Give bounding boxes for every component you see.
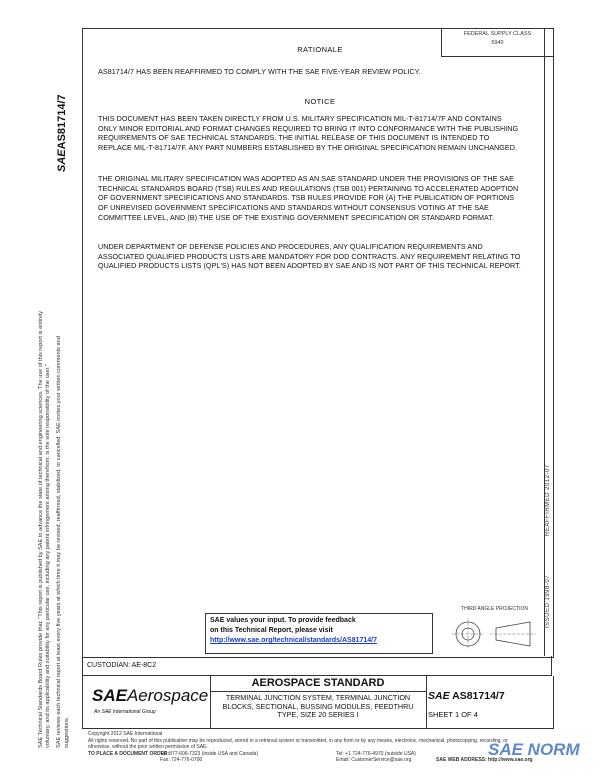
side-disclaimer-line-1: SAE Technical Standards Board Rules provide that: "This report is published by SAE to advance the state of technical and engineering sciences. The use of this report is entirely bbox=[38, 310, 44, 748]
issued-date: ISSUED 1998-07 bbox=[545, 574, 551, 628]
federal-supply-class-label: FEDERAL SUPPLY CLASS bbox=[463, 31, 532, 37]
right-margin-line bbox=[544, 28, 545, 656]
title-sae-mark: SAE bbox=[428, 690, 450, 702]
logo-subtitle: An SAE International Group bbox=[94, 709, 156, 715]
side-disclaimer bbox=[38, 311, 71, 748]
side-disclaimer-line-4: suggestions. bbox=[63, 716, 70, 748]
logo-aerospace-text: Aerospace bbox=[126, 686, 209, 705]
projection-symbol-icon bbox=[446, 612, 543, 654]
side-doc-number: AS81714/7 bbox=[56, 94, 68, 150]
aerospace-standard-title: AEROSPACE STANDARD bbox=[210, 676, 426, 692]
title-block-right bbox=[426, 676, 552, 728]
feedback-box bbox=[205, 613, 433, 654]
footer-tel-1: Tel: 877-606-7323 (inside USA and Canada) bbox=[160, 750, 259, 757]
side-doc-id bbox=[54, 90, 76, 172]
notice-paragraph-1: THIS DOCUMENT HAS BEEN TAKEN DIRECTLY FROM U.S. MILITARY SPECIFICATION MIL-T-81714/7F AND CONTAINS ONLY MINOR EDITORIAL AND FORMAT CHANGES REQUIRED TO BRING IT INTO CONFORMANCE WITH THE PUBLISHING REQUIREMENTS OF SAE TECHNICAL STANDARDS. THE INITIAL RELEASE OF THIS DOCUMENT IS INTENDED TO REPLACE MIL-T-81714/7F. ANY PART NUMBERS ESTABLISHED BY THE ORIGINAL SPECIFICATION REMAIN UNCHANGED. bbox=[98, 114, 519, 153]
footer-copyright: Copyright 2012 SAE International bbox=[88, 731, 163, 737]
sheet-number: SHEET 1 OF 4 bbox=[428, 710, 478, 719]
side-disclaimer-line-2: voluntary, and its applicability and suitability for any particular use, including any patent infringement arising therefrom, is the sole responsibility of the user." bbox=[45, 364, 52, 748]
side-sae-mark: SAE bbox=[56, 149, 68, 172]
feedback-link[interactable]: http://www.sae.org/technical/standards/AS81714/7 bbox=[210, 637, 378, 644]
notice-paragraph-3: UNDER DEPARTMENT OF DEFENSE POLICIES AND PROCEDURES, ANY QUALIFICATION REQUIREMENTS AND ASSOCIATED QUALIFIED PRODUCTS LISTS ARE MANDATORY FOR DOD CONTRACTS. ANY REQUIREMENT RELATING TO QUALIFIED PRODUCTS LISTS (QPL'S) HAS NOT BEEN ADOPTED BY SAE AND IS NOT PART OF THIS TECHNICAL REPORT. bbox=[98, 242, 521, 271]
title-doc-id bbox=[428, 690, 505, 702]
projection-label: THIRD ANGLE PROJECTION bbox=[461, 606, 528, 612]
custodian: CUSTODIAN: AE-8C2 bbox=[82, 656, 552, 676]
federal-supply-class-number: 5940 bbox=[491, 40, 504, 46]
title-doc-number: AS81714/7 bbox=[452, 690, 505, 702]
title-block-center bbox=[210, 676, 427, 728]
footer-rights: All rights reserved. No part of this publication may be reproduced, stored in a retrieval system or transmitted, in any form or by any means, electronic, mechanical, photocopying, recording, or otherwise, without the prior written permission of SAE. bbox=[88, 737, 508, 751]
standard-description: TERMINAL JUNCTION SYSTEM, TERMINAL JUNCTION BLOCKS, SECTIONAL, BUSSING MODULES, FEEDTHRU TYPE, SIZE 20 SERIES I bbox=[222, 693, 414, 719]
rationale-text: AS81714/7 HAS BEEN REAFFIRMED TO COMPLY WITH THE SAE FIVE-YEAR REVIEW POLICY. bbox=[98, 67, 421, 76]
notice-paragraph-2: THE ORIGINAL MILITARY SPECIFICATION WAS ADOPTED AS AN SAE STANDARD UNDER THE PROVISIONS OF THE SAE TECHNICAL STANDARDS BOARD (TSB) RULES AND REGULATIONS (TSB 001) PERTAINING TO ACCELERATED ADOPTION OF GOVERNMENT SPECIFICATIONS AND STANDARDS. TSB RULES PROVIDE FOR (A) THE PUBLICATION OF PORTIONS OF UNREVISED GOVERNMENT SPECIFICATIONS AND STANDARDS WITHOUT CONSENSUS VOTING AT THE SAE COMMITTEE LEVEL, AND (B) THE USE OF THE EXISTING GOVERNMENT SPECIFICATION OR STANDARD FORMAT. bbox=[98, 174, 519, 222]
third-angle-projection bbox=[446, 606, 543, 656]
side-doc-label bbox=[56, 94, 68, 172]
side-disclaimer-line-3: SAE reviews each technical report at least every five years at which time it may be revised, reaffirmed, stabilized, or cancelled. SAE invites your written comments and bbox=[56, 336, 63, 748]
sae-norm-watermark: SAE NORM bbox=[488, 740, 580, 759]
footer-fax: Fax: 724-776-0790 bbox=[160, 757, 203, 764]
reaffirmed-date: REAFFIRMED 2012-07 bbox=[545, 464, 551, 536]
sae-aerospace-logo bbox=[82, 676, 211, 728]
footer-web: SAE WEB ADDRESS: http://www.sae.org bbox=[436, 757, 533, 764]
footer-email: Email: CustomerService@sae.org bbox=[336, 757, 412, 764]
rationale-title: RATIONALE bbox=[297, 45, 343, 54]
footer-order-label: TO PLACE A DOCUMENT ORDER: bbox=[88, 750, 170, 757]
footer-tel-2: Tel: +1 724-776-4970 (outside USA) bbox=[336, 750, 416, 757]
notice-title: NOTICE bbox=[304, 97, 336, 106]
feedback-line-2: on this Technical Report, please visit bbox=[210, 627, 333, 634]
logo-sae-text: SAE bbox=[92, 686, 127, 705]
feedback-line-1: SAE values your input. To provide feedback bbox=[210, 617, 356, 624]
